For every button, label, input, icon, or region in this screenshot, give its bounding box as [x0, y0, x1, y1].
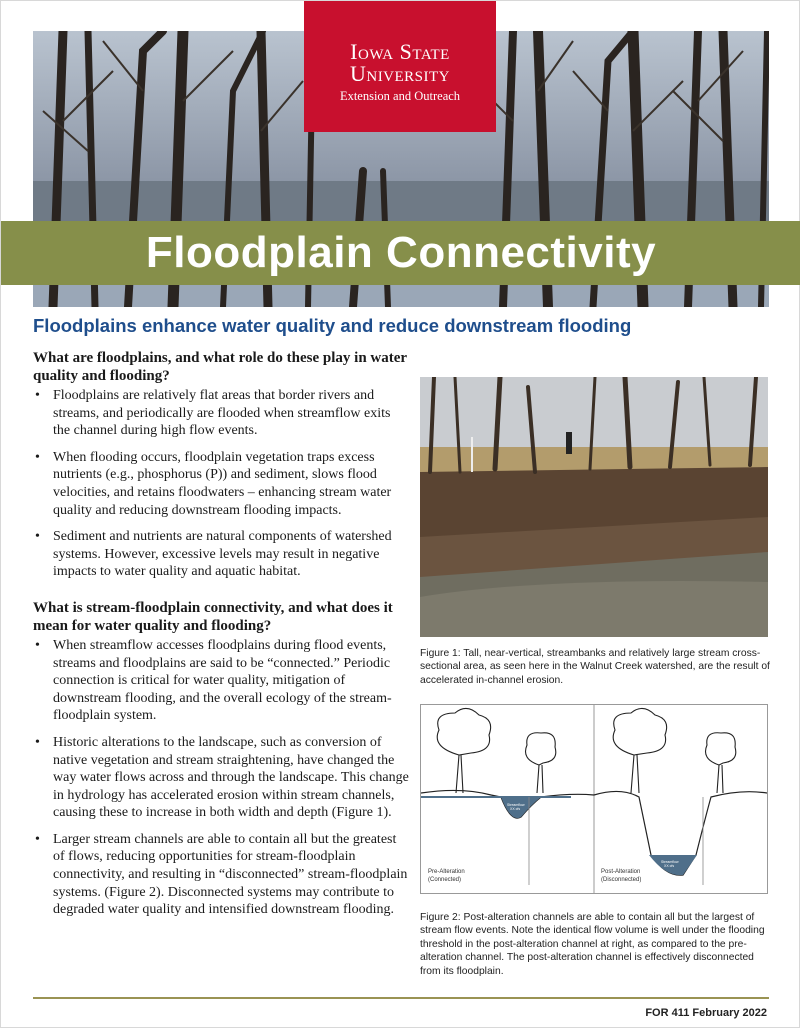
channel-cross-section-diagram — [421, 705, 767, 893]
list-item: • When flooding occurs, floodplain vegetation traps excess nutrients (e.g., phosphorus (P)) and sediment, slows flood velocities, and retains floodwaters – enhancing stream water quality and reducing downstream flooding impacts. — [33, 449, 411, 519]
list-item: • Larger stream channels are able to contain all but the greatest of flows, reducing opportunities for stream-floodplain connectivity, and resulting in “disconnected” stream-floodplain systems. (Figure 2). Disconnected systems may contribute to degraded water quality and intensified downstream flooding. — [33, 831, 411, 919]
section-heading-1: What are floodplains, and what role do these play in water quality and flooding? — [33, 350, 407, 384]
figure-1-photo — [420, 377, 768, 637]
post-alteration-sublabel: (Disconnected) — [601, 877, 642, 883]
post-alteration-label: Post-Alteration — [601, 869, 641, 875]
pre-flow-value: XX cfs — [510, 807, 521, 811]
logo-line-3: Extension and Outreach — [339, 89, 461, 103]
post-flow-value: XX cfs — [664, 864, 675, 868]
figure-2-diagram — [420, 704, 768, 894]
isu-extension-logo — [304, 1, 496, 132]
list-item: • Sediment and nutrients are natural components of watershed systems. However, excessive levels may result in negative impacts to water quality and aquatic habitat. — [33, 528, 411, 581]
page-title: Floodplain Connectivity — [145, 228, 657, 277]
page-subtitle: Floodplains enhance water quality and reduce downstream flooding — [33, 315, 632, 336]
post-flow-label: Streamflow — [661, 860, 679, 864]
pre-alteration-label: Pre-Alteration — [428, 869, 465, 875]
section-1-list — [33, 387, 411, 581]
left-column — [33, 349, 411, 928]
streambank-image — [420, 377, 768, 637]
title-band — [1, 221, 800, 285]
publication-code: FOR 411 February 2022 — [645, 1007, 767, 1019]
logo-line-2: University — [349, 61, 451, 86]
section-2-list — [33, 637, 411, 919]
figure-2-caption: Figure 2: Post-alteration channels are able to contain all but the largest of stream flow events. Note the identical flow volume is well under the flooding threshold in the post-alteration channel at right, as compared to the pre-alteration channel. The post-alteration channel is effectively disconnected from its floodplain. — [420, 912, 765, 977]
logo-line-1: Iowa State — [350, 39, 450, 64]
pre-alteration-sublabel: (Connected) — [428, 877, 462, 883]
pre-flow-label: Streamflow — [507, 803, 525, 807]
list-item: • Floodplains are relatively flat areas that border rivers and streams, and periodically are flooded when streamflow exits the channel during high flow events. — [33, 387, 411, 440]
list-item: • When streamflow accesses floodplains during flood events, streams and floodplains are said to be “connected.” Periodic connection is critical for water quality, mitigation of downstream flooding, and the overall ecology of the stream-floodplain system. — [33, 637, 411, 725]
figure-1-caption: Figure 1: Tall, near-vertical, streambanks and relatively large stream cross-sectional area, as seen here in the Walnut Creek watershed, are the result of accelerated in-channel erosion. — [420, 648, 770, 686]
list-item: • Historic alterations to the landscape, such as conversion of native vegetation and stream straightening, have changed the way water flows across and through the landscape. This change in hydrology has accelerated erosion within stream channels, causing these to increase in both width and depth (Figure 1). — [33, 734, 411, 822]
section-heading-2: What is stream-floodplain connectivity, and what does it mean for water quality and flooding? — [33, 599, 393, 634]
footer-rule — [33, 997, 769, 999]
